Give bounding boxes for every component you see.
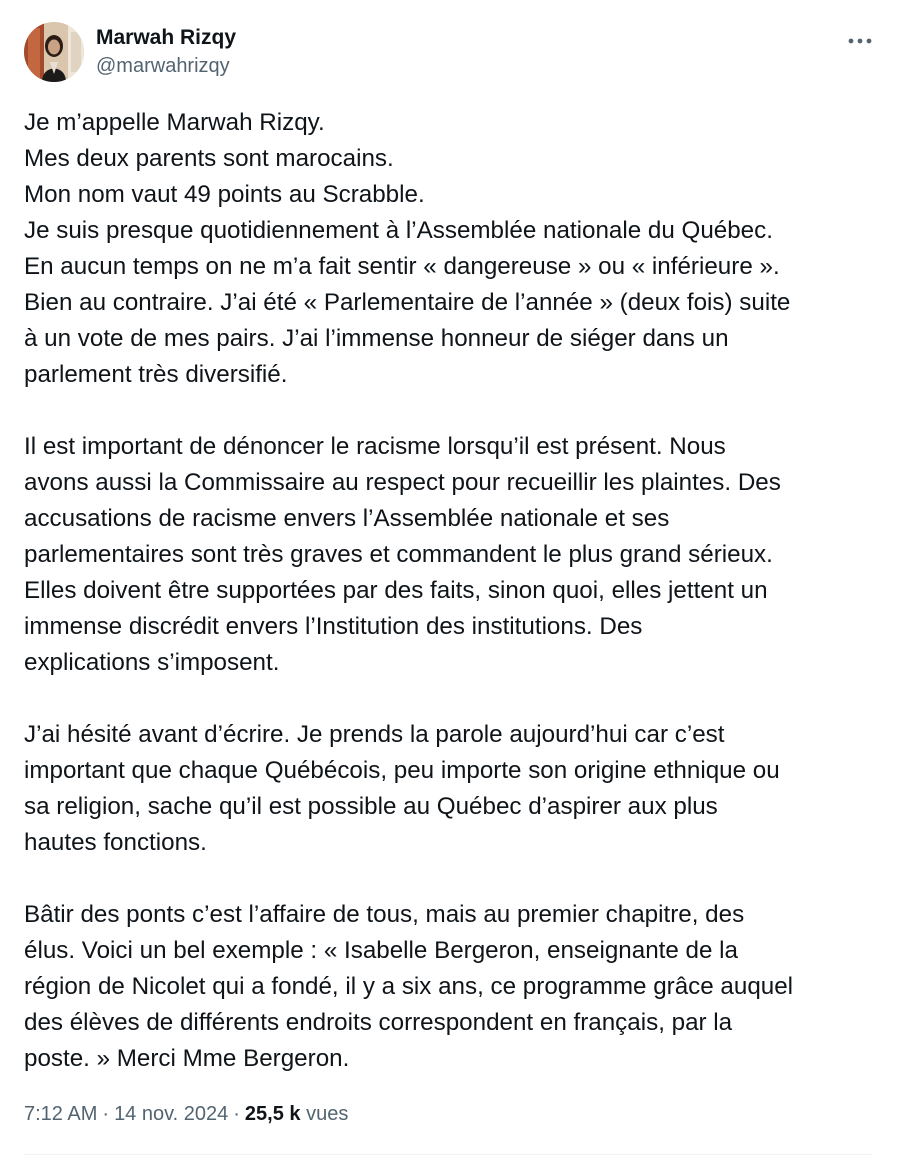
views-count: 25,5 k [244,1103,301,1125]
text-line: parlementaires sont très graves et commandent le plus grand sérieux. [24,541,773,568]
paragraph-gap [24,681,884,717]
avatar[interactable] [24,22,84,82]
text-line: hautes fonctions. [24,829,207,856]
text-line: accusations de racisme envers l’Assemblée nationale et ses [24,505,670,532]
divider [24,1154,872,1155]
paragraph-gap [24,861,884,897]
text-line: immense discrédit envers l’Institution des institutions. Des [24,613,643,640]
text-line: En aucun temps on ne m’a fait sentir « dangereuse » ou « inférieure ». [24,253,780,280]
tweet-text [24,105,884,1077]
tweet-time: 7:12 AM [24,1103,98,1125]
text-line: poste. » Merci Mme Bergeron. [24,1045,350,1072]
text-line: Bâtir des ponts c’est l’affaire de tous, mais au premier chapitre, des [24,901,745,928]
tweet-paragraph [24,429,884,681]
tweet-paragraph [24,897,884,1077]
text-line: important que chaque Québécois, peu importe son origine ethnique ou [24,757,780,784]
text-line: élus. Voici un bel exemple : « Isabelle Bergeron, enseignante de la [24,937,739,964]
text-line: avons aussi la Commissaire au respect pour recueillir les plaintes. Des [24,469,781,496]
text-line: région de Nicolet qui a fondé, il y a six ans, ce programme grâce auquel [24,973,794,1000]
profile-photo-icon [24,22,84,82]
paragraph-gap [24,393,884,429]
tweet-paragraph [24,717,884,861]
text-line: parlement très diversifié. [24,361,288,388]
views-label: vues [306,1103,349,1125]
text-line: à un vote de mes pairs. J’ai l’immense honneur de siéger dans un [24,325,729,352]
views-link[interactable] [245,1103,348,1125]
text-line: Je suis presque quotidiennement à l’Assemblée nationale du Québec. [24,217,773,244]
text-line: des élèves de différents endroits correspondent en français, par la [24,1009,733,1036]
text-line: Bien au contraire. J’ai été « Parlementaire de l’année » (deux fois) suite [24,289,791,316]
tweet-timestamp[interactable] [24,1103,228,1125]
meta-separator: · [233,1103,240,1125]
tweet-date: 14 nov. 2024 [114,1103,229,1125]
text-line: Je m’appelle Marwah Rizqy. [24,109,325,136]
text-line: Mon nom vaut 49 points au Scrabble. [24,181,425,208]
tweet-header [24,22,878,86]
text-line: Mes deux parents sont marocains. [24,145,394,172]
text-line: explications s’imposent. [24,649,280,676]
display-name[interactable]: Marwah Rizqy [96,26,237,49]
user-handle[interactable]: @marwahrizqy [96,55,230,77]
text-line: Elles doivent être supportées par des faits, sinon quoi, elles jettent un [24,577,768,604]
ellipsis-horizontal-icon [848,38,872,44]
tweet-paragraph [24,105,884,393]
more-options-button[interactable] [842,26,878,56]
meta-separator: · [102,1103,110,1125]
text-line: sa religion, sache qu’il est possible au Québec d’aspirer aux plus [24,793,718,820]
user-info [96,24,236,80]
text-line: Il est important de dénoncer le racisme lorsqu’il est présent. Nous [24,433,726,460]
text-line: J’ai hésité avant d’écrire. Je prends la parole aujourd’hui car c’est [24,721,725,748]
tweet-meta [24,1099,348,1129]
